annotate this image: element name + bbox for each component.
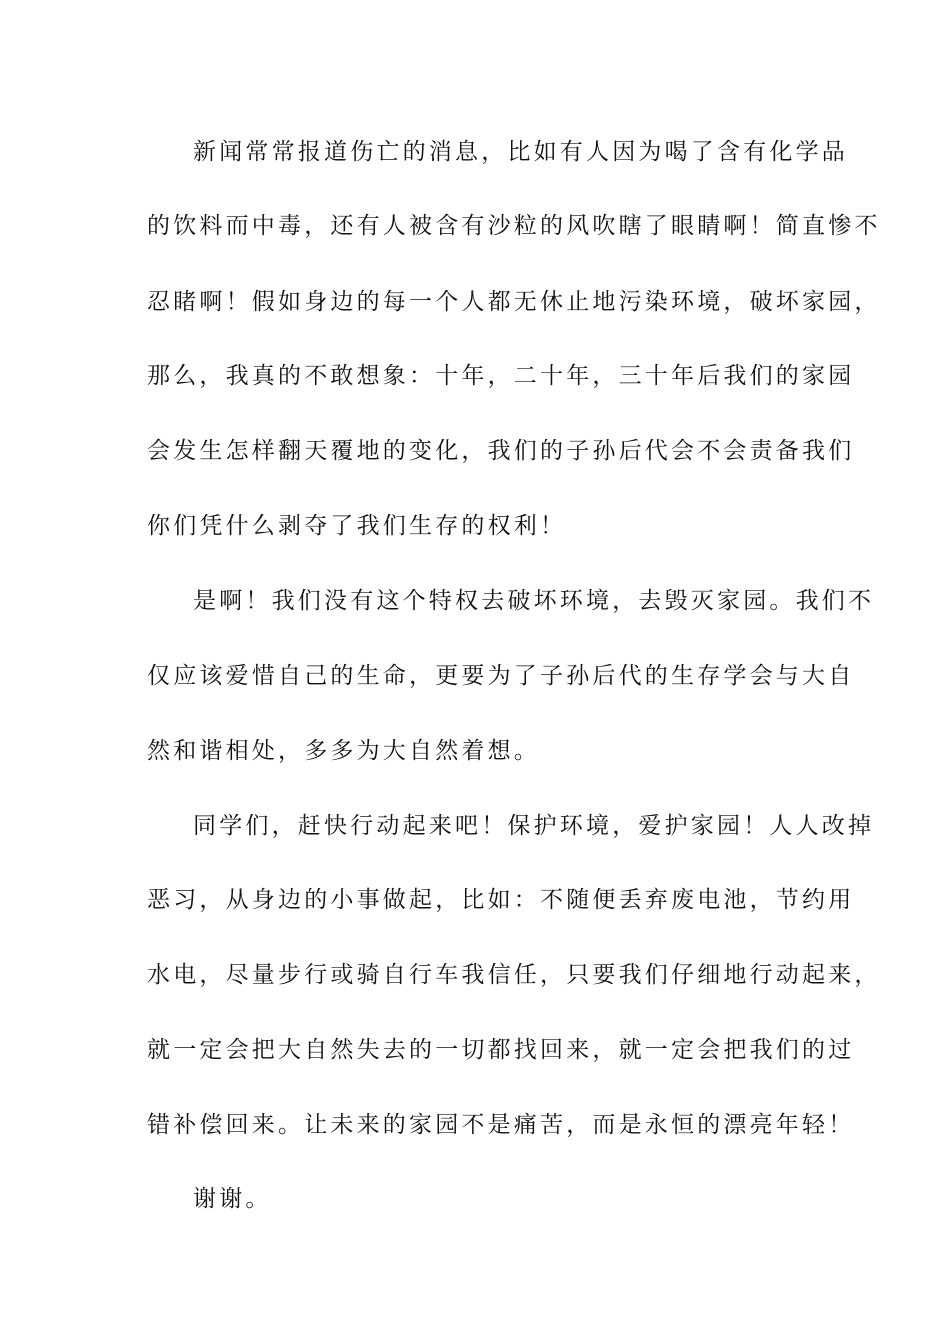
paragraph-1-line-6: 你们凭什么剥夺了我们生存的权利！ [147,513,567,539]
paragraph-1-line-2: 的饮料而中毒，还有人被含有沙粒的风吹瞎了眼睛啊！简直惨不 [147,213,881,239]
paragraph-3-line-2: 恶习，从身边的小事做起，比如：不随便丢弃废电池，节约用 [147,887,855,913]
paragraph-3-line-1: 同学们，赶快行动起来吧！保护环境，爱护家园！人人改掉 [193,813,875,839]
paragraph-3-line-5: 错补偿回来。让未来的家园不是痛苦，而是永恒的漂亮年轻！ [147,1112,855,1138]
paragraph-3-line-3: 水电，尽量步行或骑自行车我信任，只要我们仔细地行动起来， [147,962,881,988]
paragraph-1-line-4: 那么，我真的不敢想象：十年，二十年，三十年后我们的家园 [147,363,855,389]
paragraph-2-line-1: 是啊！我们没有这个特权去破坏环境，去毁灭家园。我们不 [193,588,875,614]
paragraph-1-line-3: 忍睹啊！假如身边的每一个人都无休止地污染环境，破坏家园， [147,289,881,315]
paragraph-3-line-4: 就一定会把大自然失去的一切都找回来，就一定会把我们的过 [147,1037,855,1063]
paragraph-1-line-5: 会发生怎样翻天覆地的变化，我们的子孙后代会不会责备我们 [147,438,855,464]
paragraph-2-line-2: 仅应该爱惜自己的生命，更要为了子孙后代的生存学会与大自 [147,663,855,689]
paragraph-1-line-1: 新闻常常报道伤亡的消息，比如有人因为喝了含有化学品 [193,139,848,165]
closing-thanks: 谢谢。 [193,1186,272,1212]
paragraph-2-line-3: 然和谐相处，多多为大自然着想。 [147,738,540,764]
